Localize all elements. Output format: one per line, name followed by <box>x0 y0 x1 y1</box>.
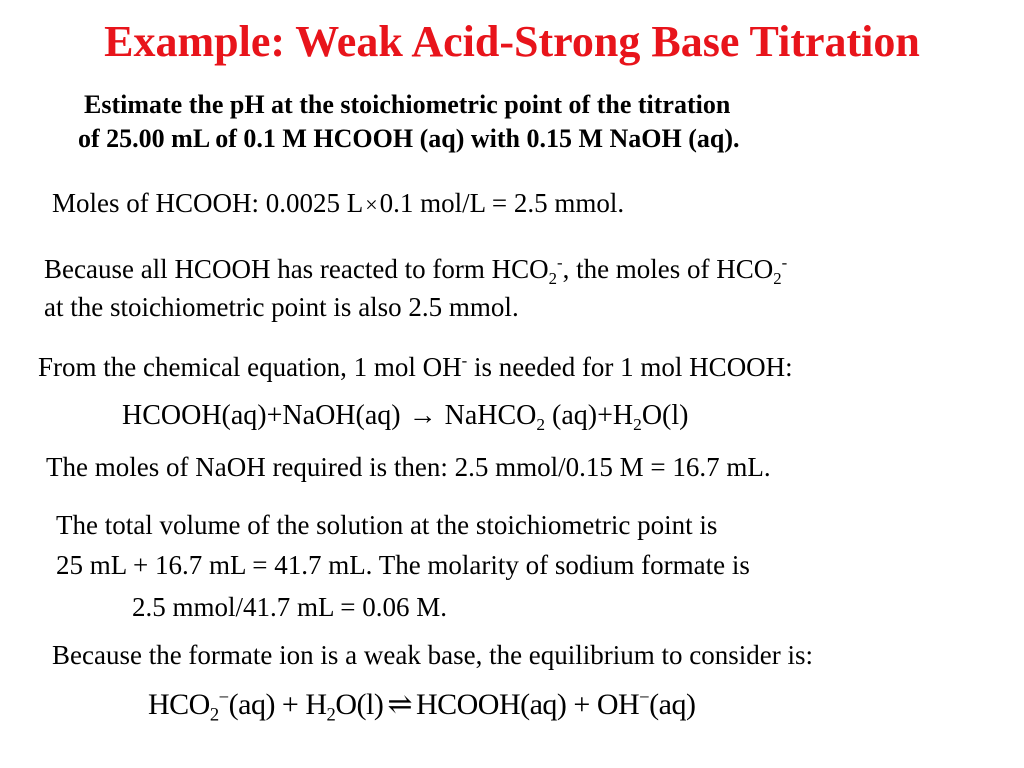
reaction2-part4: HCOOH(aq) + OH <box>415 688 640 721</box>
reaction1-sub2: 2 <box>633 415 642 435</box>
reacted-sub1: 2 <box>548 268 557 288</box>
reaction2-sup2: − <box>639 686 650 708</box>
reacted-line-2: at the stoichiometric point is also 2.5 mmol. <box>44 292 519 322</box>
right-arrow-icon: → <box>408 400 437 431</box>
chem-eq-statement <box>38 350 793 382</box>
moles-statement <box>52 190 624 217</box>
reaction1-right3: O(l) <box>641 400 689 431</box>
reaction1-left: HCOOH(aq)+NaOH(aq) <box>122 400 401 431</box>
reaction2-part1: HCO <box>148 688 210 721</box>
reacted-sub2: 2 <box>773 268 782 288</box>
times-symbol: × <box>365 192 378 217</box>
reacted-sup2: - <box>781 252 788 272</box>
naoh-volume-statement: The moles of NaOH required is then: 2.5 mmol/0.15 M = 16.7 mL. <box>46 452 771 482</box>
weak-base-statement: Because the formate ion is a weak base, the equilibrium to consider is: <box>52 640 814 670</box>
reaction2-part5: (aq) <box>649 688 696 721</box>
reaction2-sup1: − <box>218 686 229 708</box>
total-volume-line-3: 2.5 mmol/41.7 mL = 0.06 M. <box>132 592 447 622</box>
reaction1-right1: NaHCO <box>444 400 537 431</box>
reacted-part1: Because all HCOOH has reacted to form HCO <box>44 254 549 284</box>
reaction1-right2: (aq)+H <box>545 400 634 431</box>
reaction2-sub1: 2 <box>209 704 219 726</box>
reaction2-sub2: 2 <box>326 704 336 726</box>
chem-eq-part1: From the chemical equation, 1 mol OH <box>38 352 462 382</box>
chem-eq-sup: - <box>461 350 468 370</box>
moles-suffix: 0.1 mol/L = 2.5 mmol. <box>379 188 625 218</box>
total-volume-line-2: 25 mL + 16.7 mL = 41.7 mL. The molarity of sodium formate is <box>56 550 750 580</box>
question-line-2: of 25.00 mL of 0.1 M HCOOH (aq) with 0.15 M NaOH (aq). <box>78 124 740 153</box>
total-volume-line-1: The total volume of the solution at the stoichiometric point is <box>56 510 718 540</box>
reaction-equation-1 <box>122 400 689 435</box>
question-line-1: Estimate the pH at the stoichiometric point of the titration <box>84 90 731 119</box>
reaction2-part2: (aq) + H <box>228 688 327 721</box>
reaction-equation-2 <box>148 686 696 726</box>
chem-eq-part2: is needed for 1 mol HCOOH: <box>467 352 793 382</box>
reacted-part2: , the moles of HCO <box>562 254 774 284</box>
reaction1-sub1: 2 <box>536 415 546 435</box>
moles-prefix: Moles of HCOOH: 0.0025 L <box>52 188 364 218</box>
slide-title: Example: Weak Acid-Strong Base Titration <box>104 17 920 66</box>
reacted-sup1: - <box>556 252 563 272</box>
equilibrium-arrow-icon: ⇌ <box>387 688 412 721</box>
reacted-line-1 <box>44 252 788 288</box>
reaction2-part3: O(l) <box>335 688 384 721</box>
